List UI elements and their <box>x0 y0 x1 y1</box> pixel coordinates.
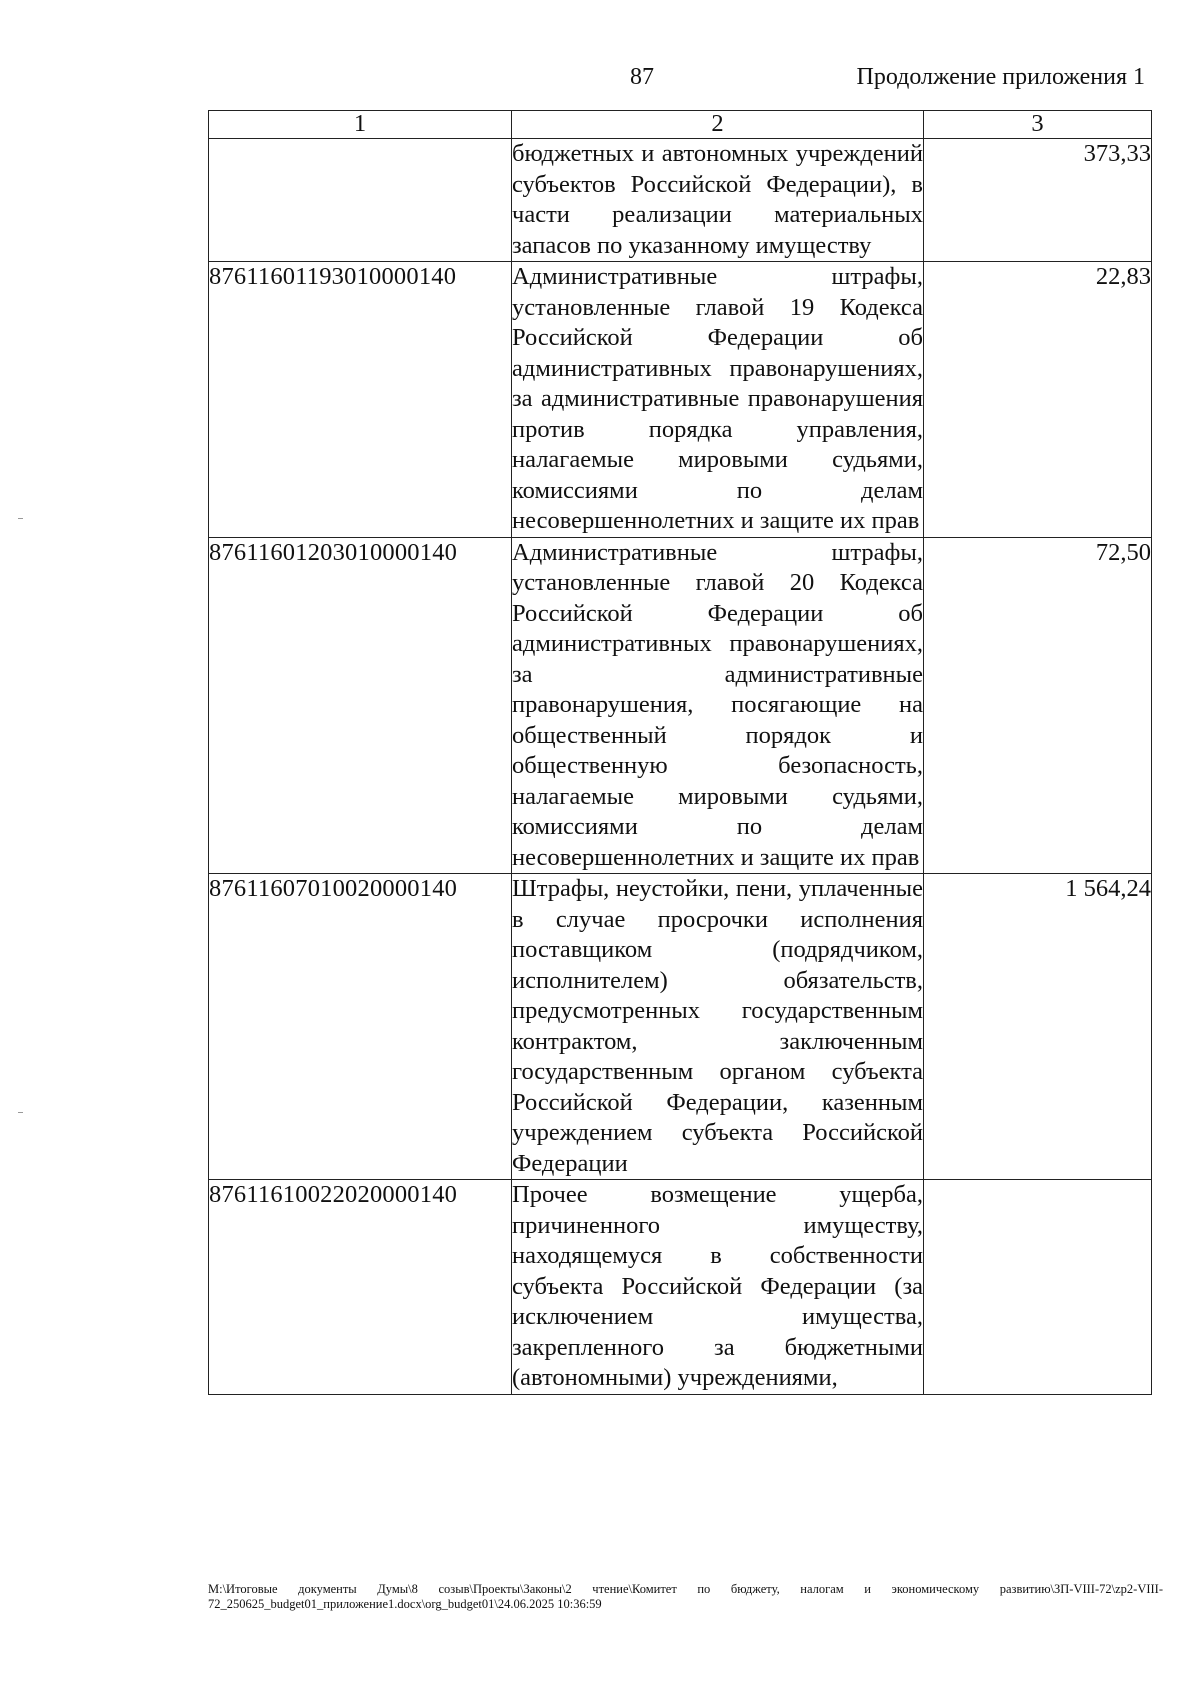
table-row <box>209 537 1152 874</box>
table-row <box>209 1180 1152 1395</box>
continuation-label: Продолжение приложения 1 <box>856 64 1145 90</box>
income-description: Административные штрафы, установленные главой 20 Кодекса Российской Федерации об административных правонарушениях, за административные правонарушения, посягающие на общественный порядок и общественную безопасность, налагаемые мировыми судьями, комиссиями по делам несовершеннолетних и защите их прав <box>512 537 924 874</box>
income-description: Прочее возмещение ущерба, причиненного имуществу, находящемуся в собственности субъекта Российской Федерации (за исключением имущества, закрепленного за бюджетными (автономными) учреждениями, <box>512 1180 924 1395</box>
amount <box>924 1180 1152 1395</box>
column-header-1: 1 <box>209 111 512 139</box>
column-header-3: 3 <box>924 111 1152 139</box>
amount: 22,83 <box>924 262 1152 538</box>
table-row <box>209 262 1152 538</box>
revenue-table <box>208 110 1152 1395</box>
budget-code: 87611601193010000140 <box>209 262 512 538</box>
amount: 373,33 <box>924 139 1152 262</box>
table-row <box>209 139 1152 262</box>
budget-code <box>209 139 512 262</box>
scan-margin-mark <box>18 1112 23 1113</box>
income-description: Штрафы, неустойки, пени, уплаченные в случае просрочки исполнения поставщиком (подрядчиком, исполнителем) обязательств, предусмотренных государственным контрактом, заключенным государственным органом субъекта Российской Федерации, казенным учреждением субъекта Российской Федерации <box>512 874 924 1180</box>
table-header-row <box>209 111 1152 139</box>
income-description: бюджетных и автономных учреждений субъектов Российской Федерации), в части реализации материальных запасов по указанному имуществу <box>512 139 924 262</box>
table-row <box>209 874 1152 1180</box>
page-number: 87 <box>630 64 654 90</box>
scan-margin-mark <box>18 518 23 519</box>
budget-code: 87611601203010000140 <box>209 537 512 874</box>
file-path-footer: M:\Итоговые документы Думы\8 созыв\Проекты\Законы\2 чтение\Комитет по бюджету, налогам и экономическому развитию\ЗП-VIII-72\zp2-VIII-72_250625_budget01_приложение1.docx\org_budget01\24.06.2025 10:36:59 <box>208 1582 1163 1611</box>
column-header-2: 2 <box>512 111 924 139</box>
amount: 1 564,24 <box>924 874 1152 1180</box>
budget-code: 87611607010020000140 <box>209 874 512 1180</box>
budget-code: 87611610022020000140 <box>209 1180 512 1395</box>
income-description: Административные штрафы, установленные главой 19 Кодекса Российской Федерации об административных правонарушениях, за административные правонарушения против порядка управления, налагаемые мировыми судьями, комиссиями по делам несовершеннолетних и защите их прав <box>512 262 924 538</box>
amount: 72,50 <box>924 537 1152 874</box>
